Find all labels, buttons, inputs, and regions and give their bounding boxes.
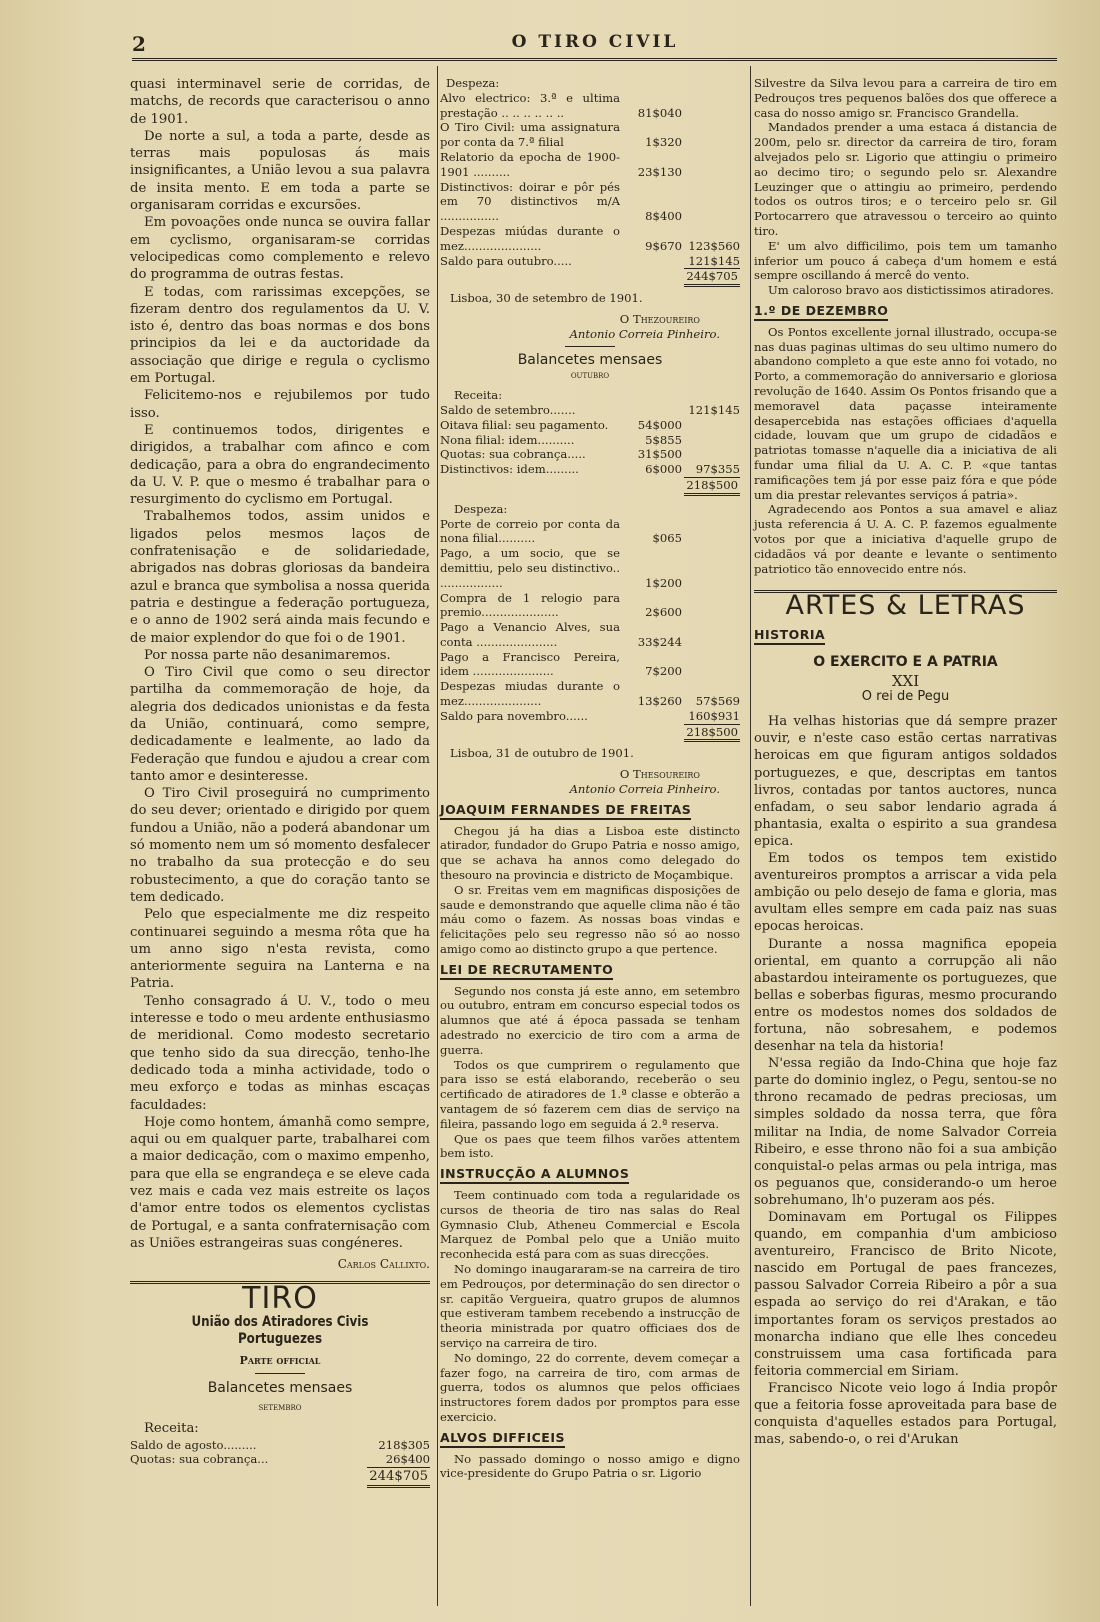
ledger-label: Nona filial: idem.......... bbox=[440, 432, 575, 447]
ledger-row bbox=[130, 1438, 430, 1453]
article-subtitle: O rei de Pegu bbox=[861, 689, 950, 705]
ledger-label: O Tiro Civil: uma assignatura por conta da 7.ª filial bbox=[440, 120, 620, 150]
ledger-total bbox=[682, 433, 740, 448]
outubro-despeza-table bbox=[440, 517, 740, 724]
paragraph: Segundo nos consta já este anno, em setembro ou outubro, entram em concurso especial todos os alumnos que até á época passada se tenham adestrado no exercicio de tiro com a arma de guerra. bbox=[440, 983, 740, 1057]
ledger-row bbox=[440, 224, 740, 254]
ledger-row bbox=[440, 447, 740, 462]
ledger-value: 54$000 bbox=[637, 417, 682, 432]
page-number: 2 bbox=[132, 32, 146, 56]
section-heading: INSTRUCÇÃO A ALUMNOS bbox=[440, 1167, 629, 1184]
column-divider bbox=[437, 66, 438, 1606]
ledger-total bbox=[682, 180, 740, 224]
treasurer-role: O Thezoureiro bbox=[619, 311, 700, 326]
ledger-total bbox=[682, 150, 740, 180]
paragraph: quasi interminavel serie de corridas, de matchs, de records que caracterisou o anno de 1901. bbox=[130, 77, 430, 127]
ledger-total bbox=[682, 650, 740, 680]
paragraph: Durante a nossa magnifica epopeia oriental, em quanto a corrupção ali não abastardou inteiramente os portuguezes, que bellas e soberbas figuras, mesmo procurando entre os modestos nomes dos soldados de fortuna, não sobresahem, e podemos desenhar na tela da historia! bbox=[754, 936, 1057, 1055]
paragraph: Dominavam em Portugal os Filippes quando, em companhia d'um ambicioso aventureiro, Francisco de Brito Nicote, nascido em Portugal de paes francezes, passou Salvador Correia Ribeiro a pôr a sua espada ao serviço do rei d'Arakan, e tão importantes foram os serviços prestados ao monarcha indiano que elle lhes concedeu construissem uma casa fortificada para feitoria commercial em Siriam. bbox=[754, 1210, 1057, 1379]
article-title: O EXERCITO E A PATRIA bbox=[813, 653, 998, 670]
paragraph: Francisco Nicote veio logo á India propôr que a feitoria fosse aproveitada para base de conquista d'aquelles estados para Portugal, mas, sabendo-o, o rei d'Arukan bbox=[754, 1380, 1057, 1448]
receita-table bbox=[130, 1438, 430, 1468]
ledger-label: Distinctivos: doirar e pôr pés em 70 distinctivos m/A ................ bbox=[440, 179, 620, 224]
ledger-label: Saldo para novembro...... bbox=[440, 708, 588, 723]
section-heading: LEI DE RECRUTAMENTO bbox=[440, 963, 613, 980]
ledger-row bbox=[130, 1452, 430, 1467]
short-rule bbox=[565, 346, 615, 347]
paragraph: Um caloroso bravo aos distictissimos atiradores. bbox=[768, 283, 1054, 298]
ledger-label: Pago a Venancio Alves, sua conta ...................... bbox=[440, 620, 620, 649]
ledger-value bbox=[620, 403, 682, 418]
ledger-value: 8$400 bbox=[645, 209, 682, 224]
column-1 bbox=[130, 76, 430, 1488]
paragraph: Em todos os tempos tem existido aventureiros promptos a arriscar a vida pela ambição ou pelo desejo de fama e gloria, mas avultam elles sempre em cada paiz nas suas epocas heroicas. bbox=[754, 851, 1057, 935]
paragraph: O Tiro Civil proseguirá no cumprimento do seu dever; orientado e dirigido por quem fundou a União, não a poderá abandonar um só momento nem um só momento desfalecer no trabalho da sua protecção e do seu robustecimento, a que do coração tanto se tem dedicado. bbox=[130, 786, 430, 905]
outubro-total: 218$500 bbox=[440, 724, 740, 743]
despeza-label: Despeza: bbox=[446, 76, 500, 90]
ledger-label: Relatorio da epocha de 1900-1901 .......... bbox=[440, 149, 620, 179]
historia-heading: HISTORIA bbox=[754, 628, 825, 645]
ledger-total bbox=[682, 591, 740, 621]
tiro-title: TIRO bbox=[242, 1281, 318, 1317]
ledger-label: Despezas miúdas durante o mez..................... bbox=[440, 223, 620, 253]
ledger-value: 9$670 bbox=[645, 238, 682, 253]
ledger-row bbox=[440, 254, 740, 269]
artes-title: ARTES & LETRAS bbox=[785, 590, 1026, 622]
ledger-label: Saldo de agosto......... bbox=[130, 1437, 257, 1452]
ledger-value: $065 bbox=[652, 531, 682, 546]
ledger-value: 218$305 bbox=[378, 1437, 430, 1452]
ledger-total: 97$355 bbox=[695, 462, 740, 477]
ledger-value: 31$500 bbox=[637, 447, 682, 462]
ledger-row bbox=[440, 591, 740, 621]
ledger-total bbox=[682, 91, 740, 121]
ledger-total bbox=[682, 120, 740, 150]
ledger-total: 160$931 bbox=[688, 708, 740, 723]
ledger-value: 1$320 bbox=[645, 135, 682, 150]
ledger-row bbox=[440, 150, 740, 180]
ledger-row bbox=[440, 462, 740, 477]
ledger-label: Pago a Francisco Pereira, idem ...................... bbox=[440, 649, 620, 679]
paragraph: Agradecendo aos Pontos a sua amavel e aliaz justa referencia á U. A. C. P. fazemos egualmente votos por que a iniciativa d'aquelle grupo de cidadãos vá por deante e levante o sentimento patriotico tão ennovecido entre nós. bbox=[754, 502, 1057, 576]
ledger-label: Saldo para outubro..... bbox=[440, 253, 572, 268]
receita-total: 244$705 bbox=[130, 1467, 430, 1488]
treasurer-name: Antonio Correia Pinheiro. bbox=[569, 326, 720, 341]
ledger-row bbox=[440, 620, 740, 650]
paragraph: N'essa região da Indo-China que hoje faz parte do dominio inglez, o Pegu, sentou-se no throno recamado de pedras preciosas, um simples soldado da nossa terra, que fôra militar na India, de nome Salvador Correia Ribeiro, e esse throno não foi a sua ambição conquistal-o pelas armas ou pela intriga, mas os peguanos que, considerando-o um heroe sobrehumano, lh'o puzeram aos pés. bbox=[754, 1056, 1057, 1208]
ledger-value: 1$200 bbox=[645, 575, 682, 590]
paragraph: Silvestre da Silva levou para a carreira de tiro em Pedrouços tres pequenos balões dos que offerece a casa do nosso amigo sr. Francisco Grandella. bbox=[754, 76, 1057, 120]
paragraph: Em povoações onde nunca se ouvira fallar em cyclismo, organisaram-se corridas velocipedicas como complemento e relevo do programma de outras festas. bbox=[130, 215, 430, 283]
ledger-row bbox=[440, 91, 740, 121]
outubro-receita-total: 218$500 bbox=[440, 477, 740, 496]
header-rule bbox=[132, 58, 1057, 61]
balancetes-title: Balancetes mensaes bbox=[207, 1379, 353, 1396]
ledger-label: Despezas miudas durante o mez..................... bbox=[440, 679, 620, 709]
ledger-label: Pago, a um socio, que se demittiu, pelo seu distinctivo.. ................. bbox=[440, 546, 620, 590]
ledger-value bbox=[620, 709, 682, 724]
paragraph: Chegou já ha dias a Lisboa este distincto atirador, fundador do Grupo Patria e nosso amigo, que se achava ha annos como delegado do thesouro na provincia e districto de Moçambique. bbox=[440, 823, 740, 883]
despeza-label: Despeza: bbox=[454, 501, 508, 516]
paragraph: No passado domingo o nosso amigo e digno vice-presidente do Grupo Patria o sr. Ligorio bbox=[440, 1451, 740, 1481]
dezembro-text bbox=[754, 325, 1057, 577]
ledger-value: 23$130 bbox=[637, 164, 682, 179]
ledger-total bbox=[682, 620, 740, 650]
official-label: Parte official bbox=[239, 1354, 321, 1368]
receita-label: Receita: bbox=[144, 1421, 199, 1437]
paragraph: De norte a sul, a toda a parte, desde as terras mais populosas ás mais insignificantes, a União levou a sua palavra de insita mento. E em toda a parte se organisaram corridas e excursões. bbox=[130, 128, 430, 214]
column-2 bbox=[440, 76, 740, 1481]
ledger-total bbox=[682, 546, 740, 590]
ledger-value bbox=[620, 254, 682, 269]
ledger-value: 81$040 bbox=[637, 105, 682, 120]
paragraph: Todos os que cumprirem o regulamento que para isso se está elaborando, receberão o seu certificado de atiradores de 1.ª classe e obterão a vantagem de só fazerem cem dias de serviço na fileira, passando logo em seguida á 2.ª reserva. bbox=[440, 1057, 740, 1131]
short-rule bbox=[255, 1373, 305, 1374]
section-heading: 1.º DE DEZEMBRO bbox=[754, 304, 888, 321]
paragraph: Pelo que especialmente me diz respeito continuarei seguindo a mesma rôta que ha um anno sigo n'esta revista, como anteriormente seguira na Lanterna e na Patria. bbox=[130, 907, 430, 992]
paragraph: E' um alvo difficilimo, pois tem um tamanho inferior um pouco á cabeça d'um homem e está sempre oscillando á mercê do vento. bbox=[754, 238, 1057, 283]
paragraph: Tenho consagrado á U. V., todo o meu interesse e todo o meu ardente enthusiasmo de meridional. Como modesto secretario que tenho sido da sua direcção, tenho-lhe dedicado toda a minha actividade, todo o meu exforço e todas as minhas escaças faculdades: bbox=[130, 993, 430, 1113]
setembro-despeza-table bbox=[440, 91, 740, 269]
paragraph: Ha velhas historias que dá sempre prazer ouvir, e n'este caso estão certas narrativas heroicas em que figuram antigos soldados portuguezes, e que, descriptas em tantos livros, contadas por tantos auctores, nunca enfadam, o seu sabor lendario agrada á phantasia, exalta o espirito a sua grandesa epica. bbox=[754, 714, 1057, 849]
paragraph: O sr. Freitas vem em magnificas disposições de saude e demonstrando que aquelle clima não é tão máu como o fazem. As nossas boas vindas e felicitações pelo seu regresso não só ao nosso amigo como ao distincto grupo a que pertence. bbox=[440, 882, 740, 957]
ledger-row bbox=[440, 709, 740, 724]
setembro-date: Lisboa, 30 de setembro de 1901. bbox=[450, 291, 643, 306]
ledger-value: 5$855 bbox=[645, 432, 682, 447]
editorial-text bbox=[130, 76, 430, 1252]
ledger-label: Compra de 1 relogio para premio..................... bbox=[440, 590, 620, 620]
column-3 bbox=[754, 76, 1057, 1448]
ledger-value: 2$600 bbox=[645, 605, 682, 620]
ledger-label: Saldo de setembro....... bbox=[440, 402, 576, 417]
paragraph: No domingo, 22 do corrente, devem começar a fazer fogo, na carreira de tiro, com armas de guerra, todos os alumnos que pelos officiaes instructores forem dados por promptos para esse exercicio. bbox=[440, 1350, 740, 1424]
ledger-label: Quotas: sua cobrança..... bbox=[440, 447, 586, 462]
ledger-label: Quotas: sua cobrança... bbox=[130, 1452, 269, 1467]
article-text bbox=[754, 713, 1057, 1448]
paragraph: Mandados prender a uma estaca á distancia de 200m, pelo sr. director da carreira de tiro, foram alvejados pelo sr. Ligorio que attingiu o primeiro ao decimo tiro; o segundo pelo sr. Alexandre Leuzinger que o attingiu ao primeiro, perdendo todos os outros tiros; e o terceiro pelo sr. Gil Portocarrero que atravessou o terceiro ao quinto tiro. bbox=[754, 120, 1057, 238]
paragraph: Os Pontos excellente jornal illustrado, occupa-se nas duas paginas ultimas do seu ultimo numero do abandono completo a que este anno foi votado, no Porto, a commemoração do anniversario e gloriosa revolução de 1640. Assim Os Pontos frisando que a memoravel data paçasse inteiramente desapercebida nas estações officiaes d'aquella cidade, louvam que um grupo de cidadãos e patriotas tomasse n'aquelle dia a iniciativa de ali fundar uma filial da U. A. C. P. «que tantas ramificações tem já por esse paiz fóra e que póde um dia prestar relevantes serviços á patria». bbox=[754, 324, 1057, 502]
ledger-row bbox=[440, 433, 740, 448]
ledger-value: 7$200 bbox=[645, 664, 682, 679]
ledger-value: 13$260 bbox=[637, 694, 682, 709]
month-label: setembro bbox=[258, 1401, 302, 1413]
treasurer-name: Antonio Correia Pinheiro. bbox=[569, 782, 720, 797]
alvos-continuation bbox=[754, 76, 1057, 298]
ledger-total: 121$145 bbox=[688, 253, 740, 268]
paragraph: Trabalhemos todos, assim unidos e ligados pelos mesmos laços de confratenisação e de solidariedade, abrigados nas dobras gloriosas da bandeira azul e branca que symbolisa a nossa querida patria e destingue a federação portugueza, e o anno de 1902 será ainda mais fecundo e de maior explendor do que foi o de 1901. bbox=[130, 509, 430, 646]
balancetes-title: Balancetes mensaes bbox=[517, 351, 663, 368]
paragraph: Que os paes que teem filhos varões attentem bem isto. bbox=[440, 1131, 740, 1161]
ledger-row bbox=[440, 120, 740, 150]
column-divider bbox=[750, 66, 751, 1606]
ledger-total bbox=[682, 517, 740, 547]
signature: Carlos Callixto. bbox=[337, 1257, 430, 1272]
ledger-row bbox=[440, 650, 740, 680]
receita-label: Receita: bbox=[454, 388, 503, 403]
ledger-total bbox=[682, 418, 740, 433]
ledger-row bbox=[440, 403, 740, 418]
ledger-row bbox=[440, 546, 740, 590]
ledger-label: Porte de correio por conta da nona filial.......... bbox=[440, 516, 620, 546]
paragraph: Felicitemo-nos e rejubilemos por tudo isso. bbox=[130, 388, 430, 421]
page-header bbox=[130, 28, 1060, 62]
ledger-value: 6$000 bbox=[645, 462, 682, 477]
month-label: outubro bbox=[570, 370, 610, 382]
ledger-value: 33$244 bbox=[637, 634, 682, 649]
ledger-label: Distinctivos: idem......... bbox=[440, 462, 579, 477]
ledger-total: 57$569 bbox=[695, 694, 740, 709]
tiro-subtitle: União dos Atiradores Civis Portuguezes bbox=[191, 1313, 369, 1348]
paragraph: Hoje como hontem, ámanhã como sempre, aqui ou em qualquer parte, trabalharei com a maior dedicação, com o maximo empenho, para que ella se engrandeça e se eleve cada vez mais e cada vez mais estreite os laços d'amor entre todos os elementos cyclistas de Portugal, e a santa confraternisação com as Uniões estrangeiras suas congéneres. bbox=[130, 1114, 430, 1251]
ledger-row bbox=[440, 679, 740, 709]
section-heading: ALVOS DIFFICEIS bbox=[440, 1431, 565, 1448]
paragraph: E todas, com rarissimas excepções, se fizeram dentro dos regulamentos da U. V. isto é, dentro das boas normas e dos bons principios da lei e da auctoridade da associação que dirige e regula o cyclismo em Portugal. bbox=[130, 284, 430, 387]
news-sections bbox=[440, 797, 740, 1481]
paragraph: O Tiro Civil que como o seu director partilha da commemoração de hoje, da alegria dos dedicados unionistas e da festa da União, continuará, como sempre, dedicadamente e lealmente, ao lado da Federação que fundou e ajudou a crear com tanto amor e desinteresse. bbox=[130, 665, 430, 784]
article-number: XXI bbox=[891, 671, 920, 690]
ledger-row bbox=[440, 418, 740, 433]
paragraph: Teem continuado com toda a regularidade os cursos de theoria de tiro nas salas do Real Gymnasio Club, Atheneu Commercial e Escola Marquez de Pombal pelo que a União muito reconhecida está para com as suas direcções. bbox=[440, 1187, 740, 1262]
masthead: O TIRO CIVIL bbox=[511, 32, 679, 52]
section-heading: JOAQUIM FERNANDES DE FREITAS bbox=[440, 803, 691, 820]
ledger-label: Oitava filial: seu pagamento. bbox=[440, 417, 609, 432]
ledger-total: 121$145 bbox=[688, 402, 740, 417]
ledger-value: 26$400 bbox=[385, 1452, 430, 1467]
paragraph: No domingo inaugararam-se na carreira de tiro em Pedrouços, por determinação do sen director o sr. capitão Vergueira, quatro grupos de alumnos que estiveram tambem recebendo a instrucção de theoria ministrada por quatro officiaes dos de serviço na carreira de tiro. bbox=[440, 1261, 740, 1350]
outubro-receita-table bbox=[440, 403, 740, 477]
ledger-label: Alvo electrico: 3.ª e ultima prestação .. .. .. .. .. .. bbox=[440, 90, 620, 120]
outubro-date: Lisboa, 31 de outubro de 1901. bbox=[450, 746, 634, 761]
ledger-row bbox=[440, 517, 740, 547]
setembro-total: 244$705 bbox=[440, 268, 740, 287]
treasurer-role: O Thesoureiro bbox=[619, 767, 700, 782]
paragraph: E continuemos todos, dirigentes e dirigidos, a trabalhar com afinco e com dedicação, para a obra do engrandecimento da U. V. P. que o mesmo é trabalhar para o resurgimento do cyclismo em Portugal. bbox=[130, 422, 430, 508]
ledger-row bbox=[440, 180, 740, 224]
paragraph: Por nossa parte não desanimaremos. bbox=[144, 647, 391, 663]
ledger-total bbox=[682, 447, 740, 462]
ledger-total: 123$560 bbox=[688, 238, 740, 253]
